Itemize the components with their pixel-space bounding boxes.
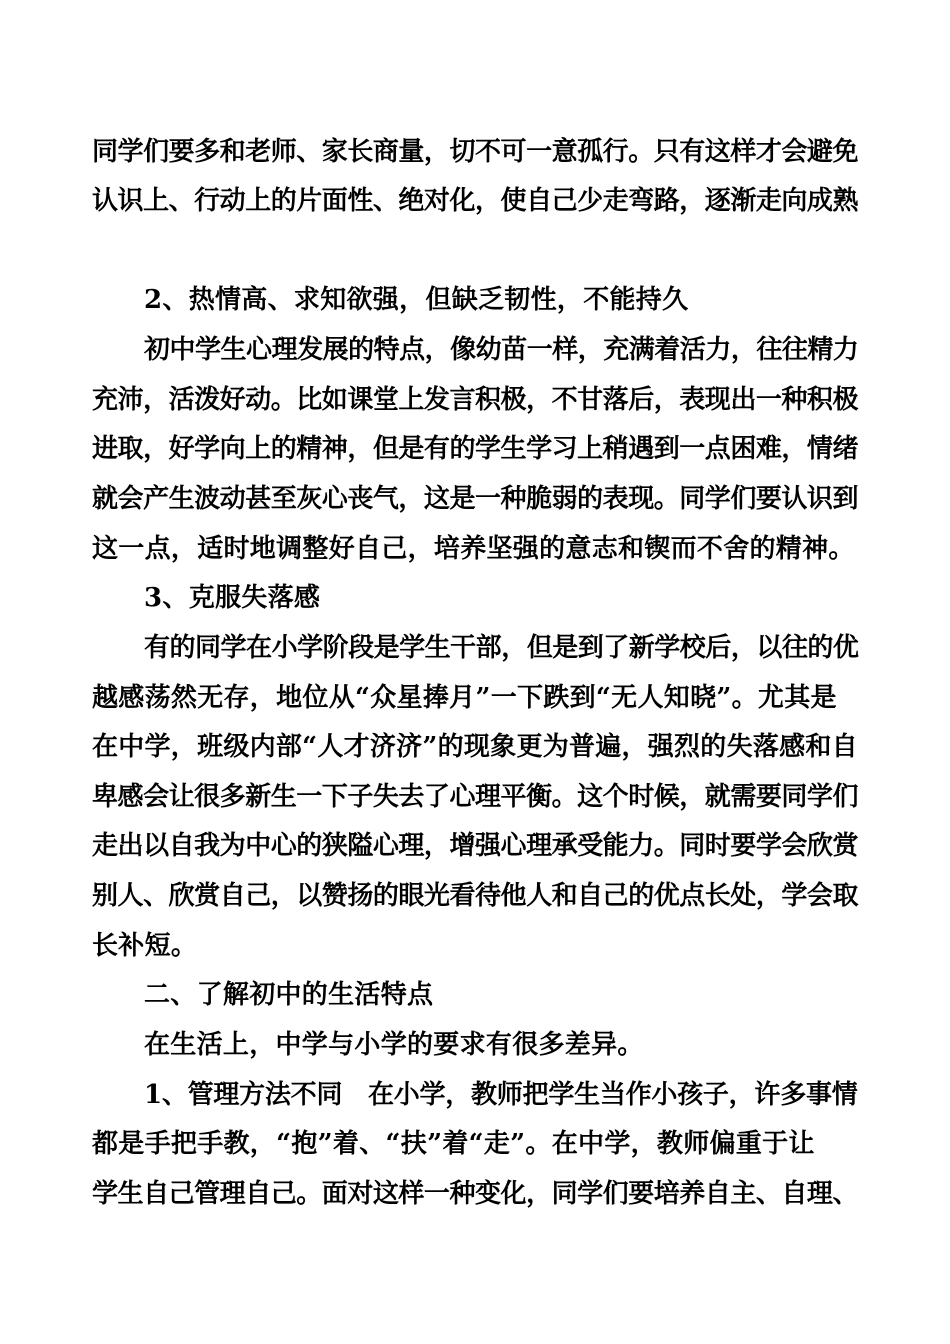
paragraph-line: 卑感会让很多新生一下子失去了心理平衡。这个时候，就需要同学们 bbox=[92, 782, 859, 812]
paragraph-line: 都是手把手教，“抱”着、“扶”着“走”。在中学，教师偏重于让 bbox=[92, 1129, 815, 1159]
paragraph-line: 走出以自我为中心的狭隘心理，增强心理承受能力。同时要学会欣赏 bbox=[92, 831, 859, 861]
paragraph-line: 学生自己管理自己。面对这样一种变化，同学们要培养自主、自理、 bbox=[92, 1179, 859, 1209]
paragraph-line: 初中学生心理发展的特点，像幼苗一样，充满着活力，往往精力 bbox=[144, 335, 859, 365]
paragraph-line: 进取，好学向上的精神，但是有的学生学习上稍遇到一点困难，情绪 bbox=[92, 434, 859, 464]
paragraph-line: 同学们要多和老师、家长商量，切不可一意孤行。只有这样才会避免 bbox=[92, 137, 859, 167]
section-heading: 3、克服失落感 bbox=[144, 583, 321, 613]
paragraph-line: 这一点，适时地调整好自己，培养坚强的意志和锲而不舍的精神。 bbox=[92, 534, 855, 564]
paragraph-line: 长补短。 bbox=[92, 931, 198, 961]
paragraph-line: 认识上、行动上的片面性、绝对化，使自己少走弯路，逐渐走向成熟 bbox=[92, 186, 859, 216]
section-heading: 二、了解初中的生活特点 bbox=[144, 980, 434, 1010]
paragraph-line: 有的同学在小学阶段是学生干部，但是到了新学校后，以往的优 bbox=[144, 633, 859, 663]
paragraph-line: 别人、欣赏自己，以赞扬的眼光看待他人和自己的优点长处，学会取 bbox=[92, 881, 859, 911]
paragraph-line: 在中学，班级内部“人才济济”的现象更为普遍，强烈的失落感和自 bbox=[92, 732, 858, 762]
paragraph-line: 充沛，活泼好动。比如课堂上发言积极，不甘落后，表现出一种积极 bbox=[92, 385, 859, 415]
paragraph-line: 1、管理方法不同 在小学，教师把学生当作小孩子，许多事情 bbox=[144, 1080, 858, 1110]
section-heading: 2、热情高、求知欲强，但缺乏韧性，不能持久 bbox=[144, 285, 689, 315]
paragraph-line: 就会产生波动甚至灰心丧气，这是一种脆弱的表现。同学们要认识到 bbox=[92, 484, 859, 514]
paragraph-line: 在生活上，中学与小学的要求有很多差异。 bbox=[144, 1030, 644, 1060]
paragraph-line: 越感荡然无存，地位从“众星捧月”一下跌到“无人知晓”。尤其是 bbox=[92, 683, 837, 713]
